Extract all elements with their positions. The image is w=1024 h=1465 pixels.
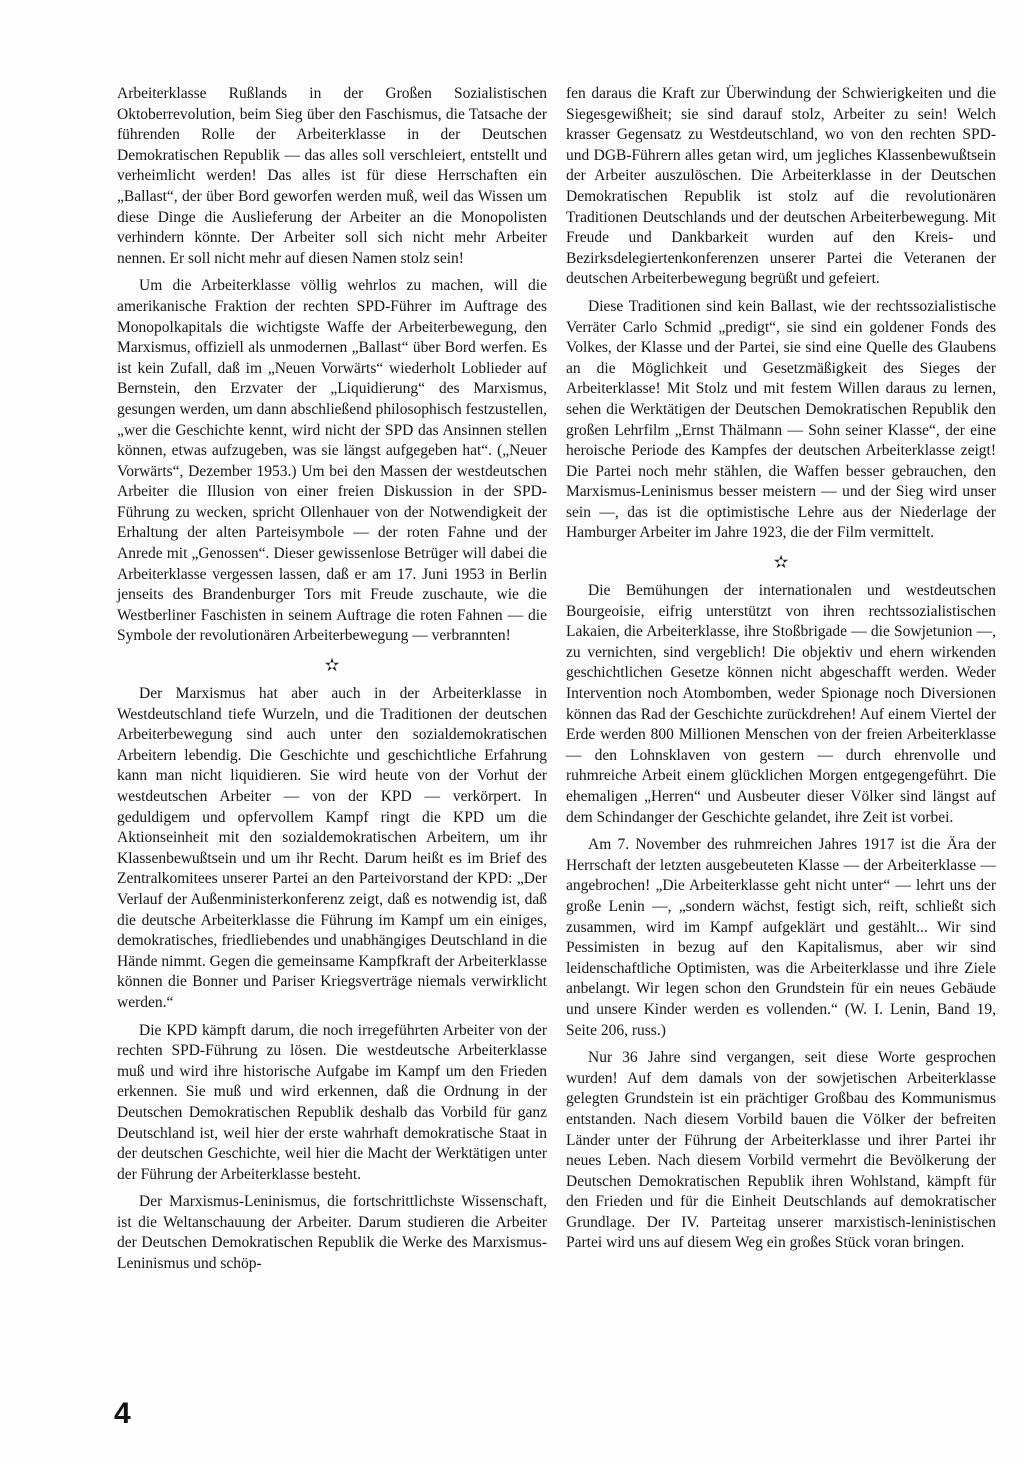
- paragraph: Arbeiterklasse Rußlands in der Großen Sozialistischen Oktoberrevolution, beim Sieg über den Faschismus, die Tatsache der führenden Rolle der Arbeiterklasse in der Deutschen Demokratischen Republik — das alles soll verschleiert, entstellt und verheimlicht werden! Das alles ist für diese Herrschaften ein „Ballast“, der über Bord geworfen werden muß, weil das Wissen um diese Dinge die Auslieferung der Arbeiter an die Monopolisten verhindern könnte. Der Arbeiter soll sich nicht mehr Arbeiter nennen. Er soll nicht mehr auf diesen Namen stolz sein!: [117, 85, 547, 267]
- paragraph: Der Marxismus hat aber auch in der Arbeiterklasse in Westdeutschland tiefe Wurzeln, und die Traditionen der deutschen Arbeiterbewegung sind auch unter den sozialdemokratischen Arbeitern lebendig. Die Geschichte und geschichtliche Erfahrung kann man nicht liquidieren. Sie wird heute von der Vorhut der westdeutschen Arbeiter — von der KPD — verkörpert. In geduldigem und opfervollem Kampf ringt die KPD um die Aktionseinheit mit den sozialdemokratischen Arbeitern, um ihr Klassenbewußtsein und um ihr Recht. Darum heißt es im Brief des Zentralkomitees unserer Partei an den Parteivorstand der KPD: „Der Verlauf der Außenministerkonferenz zeigt, daß es notwendig ist, daß die deutsche Arbeiterklasse die Führung im Kampf um ein einiges, demokratisches, friedliebendes und unabhängiges Deutschland in die Hände nimmt. Gegen die gemeinsame Kampfkraft der Arbeiterklasse können die Bonner und Pariser Kriegsverträge niemals verwirklicht werden.“: [117, 685, 547, 1011]
- paragraph: Am 7. November des ruhmreichen Jahres 1917 ist die Ära der Herrschaft der letzten ausgebeuteten Klasse — der Arbeiterklasse — angebrochen! „Die Arbeiterklasse geht nicht unter“ — lehrt uns der große Lenin —, „sondern wächst, festigt sich, reift, schließt sich zusammen, wird im Kampf aufgeklärt und gestählt... Wir sind Pessimisten in bezug auf den Kapitalismus, aber wir sind leidenschaftliche Optimisten, was die Arbeiterklasse und ihre Ziele anbelangt. Wir legen schon den Grundstein für ein neues Gebäude und unsere Kinder werden es vollenden.“ (W. I. Lenin, Band 19, Seite 206, russ.): [566, 836, 996, 1039]
- star-ornament: ✫: [324, 655, 340, 676]
- paragraph: Um die Arbeiterklasse völlig wehrlos zu machen, will die amerikanische Fraktion der rechten SPD-Führer im Auftrage des Monopolkapitals die wichtigste Waffe der Arbeiterbewegung, den Marxismus, offiziell als unmodernen „Ballast“ über Bord werfen. Es ist kein Zufall, daß im „Neuen Vorwärts“ wiederholt Loblieder auf Bernstein, den Erzvater der „Liquidierung“ des Marxismus, gesungen werden, um dann abschließend philosophisch festzustellen, „wer die Geschichte kennt, wird nicht der SPD das Ansinnen stellen können, etwas aufzugeben, was sie längst aufgegeben hat“. („Neuer Vorwärts“, Dezember 1953.) Um bei den Massen der westdeutschen Arbeiter die Illusion von einer freien Diskussion in der SPD-Führung zu wecken, spricht Ollenhauer von der Notwendigkeit der Erhaltung der alten Parteisymbole — der roten Fahne und der Anrede mit „Genossen“. Dieser gewissenlose Betrüger will dabei die Arbeiterklasse vergessen lassen, daß er am 17. Juni 1953 in Berlin jenseits des Brandenburger Tors mit Freude zuschaute, wie die Westberliner Faschisten in seinem Auftrage die roten Fahnen — die Symbole der revolutionären Arbeiterbewegung — verbrannten!: [117, 277, 547, 645]
- left-column: [117, 84, 547, 1282]
- right-column: [566, 84, 996, 1261]
- paragraph: Die Bemühungen der internationalen und westdeutschen Bourgeoisie, eifrig unterstützt von ihren rechtssozialistischen Lakaien, die Arbeiterklasse, ihre Stoßbrigade — die Sowjetunion —, zu vernichten, sind vergeblich! Die objektiv und ehern wirkenden geschichtlichen Gesetze können nicht abgeschafft werden. Weder Intervention noch Atombomben, weder Spionage noch Diversionen können das Rad der Geschichte zurückdrehen! Auf einem Viertel der Erde werden 800 Millionen Menschen von der freien Arbeiterklasse — den Lohnsklaven von gestern — durch ehrenvolle und ruhmreiche Arbeit einem glücklichen Morgen entgegengeführt. Die ehemaligen „Herren“ und Ausbeuter dieser Völker sind längst auf dem Schindanger der Geschichte gelandet, ihre Zeit ist vorbei.: [566, 582, 996, 826]
- paragraph: Der Marxismus-Leninismus, die fortschrittlichste Wissenschaft, ist die Weltanschauung der Arbeiter. Darum studieren die Arbeiter der Deutschen Demokratischen Republik die Werke des Marxismus-Leninismus und schöp-: [117, 1193, 547, 1273]
- paragraph: Die KPD kämpft darum, die noch irregeführten Arbeiter von der rechten SPD-Führung zu lösen. Die westdeutsche Arbeiterklasse muß und wird ihre historische Aufgabe im Kampf um den Frieden erkennen. Sie muß und wird erkennen, daß die Ordnung in der Deutschen Demokratischen Republik deshalb das Vorbild für ganz Deutschland ist, weil hier der erste wahrhaft demokratische Staat in der deutschen Geschichte, weil hier die Macht der Werktätigen unter der Führung der Arbeiterklasse besteht.: [117, 1021, 547, 1183]
- page-number: 4: [114, 1397, 131, 1430]
- paragraph: Nur 36 Jahre sind vergangen, seit diese Worte gesprochen wurden! Auf dem damals von der sowjetischen Arbeiterklasse gelegten Grundstein ist ein prächtiger Großbau des Kommunismus entstanden. Nach diesem Vorbild bauen die Völker der befreiten Länder unter der Führung der Arbeiterklasse und ihrer Partei ihr neues Leben. Nach diesem Vorbild vermehrt die Bevölkerung der Deutschen Demokratischen Republik ihren Wohlstand, kämpft für den Frieden und für die Einheit Deutschlands auf demokratischer Grundlage. Der IV. Parteitag unserer marxistisch-leninistischen Partei wird uns auf diesem Weg ein großes Stück voran bringen.: [566, 1049, 996, 1252]
- paragraph: fen daraus die Kraft zur Überwindung der Schwierigkeiten und die Siegesgewißheit; sie sind darauf stolz, Arbeiter zu sein! Welch krasser Gegensatz zu Westdeutschland, wo von den rechten SPD- und DGB-Führern alles getan wird, um jegliches Klassenbewußtsein der Arbeiter auszulöschen. Die Arbeiterklasse in der Deutschen Demokratischen Republik ist stolz auf die revolutionären Traditionen Deutschlands und der deutschen Arbeiterbewegung. Mit Freude und Dankbarkeit wurden auf den Kreis- und Bezirksdelegiertenkonferenzen unserer Partei die Veteranen der deutschen Arbeiterbewegung begrüßt und gefeiert.: [566, 85, 996, 288]
- star-ornament: ✫: [773, 552, 789, 573]
- paragraph: Diese Traditionen sind kein Ballast, wie der rechtssozialistische Verräter Carlo Schmid „predigt“, sie sind ein goldener Fonds des Volkes, der Klasse und der Partei, sie sind eine Quelle des Glaubens an die Möglichkeit und Gesetzmäßigkeit des Sieges der Arbeiterklasse! Mit Stolz und mit festem Willen daraus zu lernen, sehen die Werktätigen der Deutschen Demokratischen Republik den großen Lehrfilm „Ernst Thälmann — Sohn seiner Klasse“, der eine heroische Periode des Kampfes der deutschen Arbeiterklasse zeigt! Die Partei noch mehr stählen, die Waffen besser gebrauchen, den Marxismus-Leninismus besser meistern — und der Sieg wird unser sein —, das ist die optimistische Lehre aus der Niederlage der Hamburger Arbeiter im Jahre 1923, die der Film vermittelt.: [566, 297, 996, 542]
